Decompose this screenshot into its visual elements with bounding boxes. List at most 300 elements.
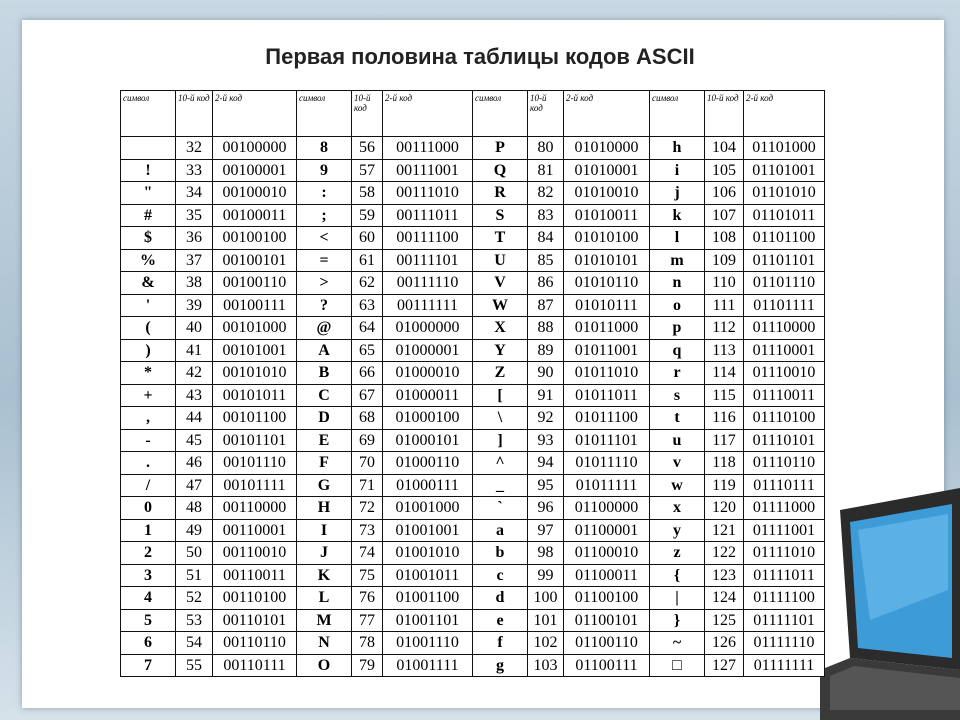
- decimal-code-cell: 52: [176, 587, 213, 610]
- decimal-code-cell: 125: [705, 609, 744, 632]
- symbol-cell: d: [473, 587, 528, 610]
- decimal-code-cell: 111: [705, 294, 744, 317]
- decimal-code-cell: 102: [528, 632, 564, 655]
- decimal-code-cell: 63: [352, 294, 383, 317]
- decimal-code-cell: 112: [705, 317, 744, 340]
- binary-code-cell: 01011001: [564, 339, 650, 362]
- decimal-code-cell: 117: [705, 429, 744, 452]
- decimal-code-cell: 80: [528, 137, 564, 160]
- binary-code-cell: 01101010: [744, 182, 825, 205]
- symbol-cell: 5: [121, 609, 176, 632]
- binary-code-cell: 01010011: [564, 204, 650, 227]
- symbol-cell: r: [650, 362, 705, 385]
- decimal-code-cell: 98: [528, 542, 564, 565]
- symbol-cell: ]: [473, 429, 528, 452]
- symbol-cell: <: [297, 227, 352, 250]
- symbol-cell: *: [121, 362, 176, 385]
- decimal-code-cell: 78: [352, 632, 383, 655]
- binary-code-cell: 01111000: [744, 497, 825, 520]
- decimal-code-cell: 119: [705, 474, 744, 497]
- symbol-cell: x: [650, 497, 705, 520]
- symbol-cell: +: [121, 384, 176, 407]
- symbol-cell: j: [650, 182, 705, 205]
- symbol-cell: \: [473, 407, 528, 430]
- table-row: [121, 227, 825, 250]
- decimal-code-cell: 69: [352, 429, 383, 452]
- header-decimal-code: 10-й код: [705, 91, 744, 137]
- decimal-code-cell: 79: [352, 654, 383, 677]
- binary-code-cell: 01100011: [564, 564, 650, 587]
- binary-code-cell: 01011101: [564, 429, 650, 452]
- decimal-code-cell: 71: [352, 474, 383, 497]
- decimal-code-cell: 95: [528, 474, 564, 497]
- binary-code-cell: 01000100: [383, 407, 473, 430]
- table-row: [121, 182, 825, 205]
- decimal-code-cell: 85: [528, 249, 564, 272]
- symbol-cell: /: [121, 474, 176, 497]
- header-binary-code: 2-й код: [564, 91, 650, 137]
- symbol-cell: f: [473, 632, 528, 655]
- decimal-code-cell: 89: [528, 339, 564, 362]
- symbol-cell: {: [650, 564, 705, 587]
- binary-code-cell: 01110110: [744, 452, 825, 475]
- binary-code-cell: 01000010: [383, 362, 473, 385]
- symbol-cell: □: [650, 654, 705, 677]
- symbol-cell: H: [297, 497, 352, 520]
- table-row: [121, 587, 825, 610]
- decimal-code-cell: 88: [528, 317, 564, 340]
- decimal-code-cell: 36: [176, 227, 213, 250]
- binary-code-cell: 00110010: [213, 542, 297, 565]
- header-binary-code: 2-й код: [383, 91, 473, 137]
- decimal-code-cell: 41: [176, 339, 213, 362]
- table-row: [121, 204, 825, 227]
- decimal-code-cell: 60: [352, 227, 383, 250]
- binary-code-cell: 01001010: [383, 542, 473, 565]
- symbol-cell: T: [473, 227, 528, 250]
- decimal-code-cell: 43: [176, 384, 213, 407]
- symbol-cell: 8: [297, 137, 352, 160]
- binary-code-cell: 01101111: [744, 294, 825, 317]
- decimal-code-cell: 116: [705, 407, 744, 430]
- decimal-code-cell: 48: [176, 497, 213, 520]
- binary-code-cell: 00100001: [213, 159, 297, 182]
- table-header-row: [121, 91, 825, 137]
- header-decimal-code: 10-й код: [176, 91, 213, 137]
- decimal-code-cell: 113: [705, 339, 744, 362]
- symbol-cell: z: [650, 542, 705, 565]
- binary-code-cell: 01110101: [744, 429, 825, 452]
- symbol-cell: ~: [650, 632, 705, 655]
- table-row: [121, 362, 825, 385]
- decimal-code-cell: 97: [528, 519, 564, 542]
- decimal-code-cell: 101: [528, 609, 564, 632]
- table-row: [121, 452, 825, 475]
- decimal-code-cell: 96: [528, 497, 564, 520]
- symbol-cell: a: [473, 519, 528, 542]
- page-title: Первая половина таблицы кодов ASCII: [265, 44, 695, 69]
- decimal-code-cell: 46: [176, 452, 213, 475]
- decimal-code-cell: 64: [352, 317, 383, 340]
- table-row: [121, 564, 825, 587]
- binary-code-cell: 00101010: [213, 362, 297, 385]
- symbol-cell: ): [121, 339, 176, 362]
- binary-code-cell: 01111100: [744, 587, 825, 610]
- header-decimal-code: 10-й код: [352, 91, 383, 137]
- table-row: [121, 654, 825, 677]
- binary-code-cell: 01111110: [744, 632, 825, 655]
- binary-code-cell: 01100100: [564, 587, 650, 610]
- symbol-cell: y: [650, 519, 705, 542]
- symbol-cell: &: [121, 272, 176, 295]
- table-row: [121, 249, 825, 272]
- binary-code-cell: 01010001: [564, 159, 650, 182]
- decimal-code-cell: 55: [176, 654, 213, 677]
- decimal-code-cell: 33: [176, 159, 213, 182]
- decimal-code-cell: 82: [528, 182, 564, 205]
- binary-code-cell: 01111101: [744, 609, 825, 632]
- table-row: [121, 137, 825, 160]
- symbol-cell: E: [297, 429, 352, 452]
- table-row: [121, 294, 825, 317]
- decimal-code-cell: 50: [176, 542, 213, 565]
- decimal-code-cell: 127: [705, 654, 744, 677]
- symbol-cell: ": [121, 182, 176, 205]
- decimal-code-cell: 53: [176, 609, 213, 632]
- binary-code-cell: 00101111: [213, 474, 297, 497]
- symbol-cell: 3: [121, 564, 176, 587]
- binary-code-cell: 00110011: [213, 564, 297, 587]
- symbol-cell: %: [121, 249, 176, 272]
- symbol-cell: >: [297, 272, 352, 295]
- symbol-cell: O: [297, 654, 352, 677]
- symbol-cell: _: [473, 474, 528, 497]
- symbol-cell: 7: [121, 654, 176, 677]
- decimal-code-cell: 72: [352, 497, 383, 520]
- table-row: [121, 609, 825, 632]
- symbol-cell: X: [473, 317, 528, 340]
- symbol-cell: 2: [121, 542, 176, 565]
- symbol-cell: @: [297, 317, 352, 340]
- laptop-icon: [820, 470, 960, 720]
- decimal-code-cell: 114: [705, 362, 744, 385]
- symbol-cell: o: [650, 294, 705, 317]
- binary-code-cell: 01001011: [383, 564, 473, 587]
- binary-code-cell: 01111001: [744, 519, 825, 542]
- decimal-code-cell: 121: [705, 519, 744, 542]
- binary-code-cell: 01000000: [383, 317, 473, 340]
- symbol-cell: R: [473, 182, 528, 205]
- binary-code-cell: 00100010: [213, 182, 297, 205]
- symbol-cell: Q: [473, 159, 528, 182]
- binary-code-cell: 01111011: [744, 564, 825, 587]
- decimal-code-cell: 58: [352, 182, 383, 205]
- decimal-code-cell: 67: [352, 384, 383, 407]
- binary-code-cell: 01000111: [383, 474, 473, 497]
- decimal-code-cell: 87: [528, 294, 564, 317]
- symbol-cell: b: [473, 542, 528, 565]
- symbol-cell: $: [121, 227, 176, 250]
- header-symbol: символ: [650, 91, 705, 137]
- table-row: [121, 632, 825, 655]
- binary-code-cell: 01010010: [564, 182, 650, 205]
- decimal-code-cell: 61: [352, 249, 383, 272]
- symbol-cell: U: [473, 249, 528, 272]
- decimal-code-cell: 110: [705, 272, 744, 295]
- symbol-cell: [121, 137, 176, 160]
- binary-code-cell: 01010110: [564, 272, 650, 295]
- symbol-cell: i: [650, 159, 705, 182]
- binary-code-cell: 00111000: [383, 137, 473, 160]
- decimal-code-cell: 108: [705, 227, 744, 250]
- binary-code-cell: 01101100: [744, 227, 825, 250]
- decimal-code-cell: 104: [705, 137, 744, 160]
- table-row: [121, 542, 825, 565]
- binary-code-cell: 01000001: [383, 339, 473, 362]
- decimal-code-cell: 66: [352, 362, 383, 385]
- table-row: [121, 339, 825, 362]
- symbol-cell: v: [650, 452, 705, 475]
- symbol-cell: 9: [297, 159, 352, 182]
- decimal-code-cell: 34: [176, 182, 213, 205]
- binary-code-cell: 00110000: [213, 497, 297, 520]
- symbol-cell: `: [473, 497, 528, 520]
- binary-code-cell: 00110101: [213, 609, 297, 632]
- binary-code-cell: 01000011: [383, 384, 473, 407]
- symbol-cell: .: [121, 452, 176, 475]
- table-row: [121, 497, 825, 520]
- symbol-cell: k: [650, 204, 705, 227]
- binary-code-cell: 01001001: [383, 519, 473, 542]
- symbol-cell: N: [297, 632, 352, 655]
- decimal-code-cell: 100: [528, 587, 564, 610]
- header-binary-code: 2-й код: [744, 91, 825, 137]
- decimal-code-cell: 59: [352, 204, 383, 227]
- decimal-code-cell: 68: [352, 407, 383, 430]
- symbol-cell: ^: [473, 452, 528, 475]
- symbol-cell: :: [297, 182, 352, 205]
- decimal-code-cell: 84: [528, 227, 564, 250]
- binary-code-cell: 00111010: [383, 182, 473, 205]
- symbol-cell: B: [297, 362, 352, 385]
- binary-code-cell: 00100110: [213, 272, 297, 295]
- symbol-cell: P: [473, 137, 528, 160]
- symbol-cell: V: [473, 272, 528, 295]
- decimal-code-cell: 38: [176, 272, 213, 295]
- binary-code-cell: 01010101: [564, 249, 650, 272]
- decimal-code-cell: 49: [176, 519, 213, 542]
- symbol-cell: A: [297, 339, 352, 362]
- binary-code-cell: 01001101: [383, 609, 473, 632]
- decimal-code-cell: 44: [176, 407, 213, 430]
- decimal-code-cell: 42: [176, 362, 213, 385]
- decimal-code-cell: 62: [352, 272, 383, 295]
- header-symbol: символ: [297, 91, 352, 137]
- binary-code-cell: 00110111: [213, 654, 297, 677]
- decimal-code-cell: 94: [528, 452, 564, 475]
- decimal-code-cell: 90: [528, 362, 564, 385]
- decimal-code-cell: 65: [352, 339, 383, 362]
- decimal-code-cell: 70: [352, 452, 383, 475]
- decimal-code-cell: 103: [528, 654, 564, 677]
- decimal-code-cell: 124: [705, 587, 744, 610]
- binary-code-cell: 01011000: [564, 317, 650, 340]
- symbol-cell: 4: [121, 587, 176, 610]
- binary-code-cell: 01101110: [744, 272, 825, 295]
- binary-code-cell: 01101011: [744, 204, 825, 227]
- table-row: [121, 519, 825, 542]
- binary-code-cell: 00100000: [213, 137, 297, 160]
- symbol-cell: 1: [121, 519, 176, 542]
- symbol-cell: #: [121, 204, 176, 227]
- binary-code-cell: 00110110: [213, 632, 297, 655]
- decimal-code-cell: 83: [528, 204, 564, 227]
- table-row: [121, 384, 825, 407]
- table-row: [121, 317, 825, 340]
- binary-code-cell: 01111010: [744, 542, 825, 565]
- decimal-code-cell: 37: [176, 249, 213, 272]
- symbol-cell: S: [473, 204, 528, 227]
- binary-code-cell: 00101101: [213, 429, 297, 452]
- decimal-code-cell: 75: [352, 564, 383, 587]
- header-symbol: символ: [473, 91, 528, 137]
- symbol-cell: w: [650, 474, 705, 497]
- symbol-cell: F: [297, 452, 352, 475]
- table-row: [121, 272, 825, 295]
- symbol-cell: L: [297, 587, 352, 610]
- binary-code-cell: 00111101: [383, 249, 473, 272]
- decimal-code-cell: 118: [705, 452, 744, 475]
- binary-code-cell: 01110011: [744, 384, 825, 407]
- symbol-cell: (: [121, 317, 176, 340]
- decimal-code-cell: 54: [176, 632, 213, 655]
- binary-code-cell: 00101100: [213, 407, 297, 430]
- binary-code-cell: 01100000: [564, 497, 650, 520]
- symbol-cell: =: [297, 249, 352, 272]
- binary-code-cell: 00110001: [213, 519, 297, 542]
- symbol-cell: ?: [297, 294, 352, 317]
- symbol-cell: t: [650, 407, 705, 430]
- binary-code-cell: 00100101: [213, 249, 297, 272]
- symbol-cell: q: [650, 339, 705, 362]
- binary-code-cell: 00111110: [383, 272, 473, 295]
- symbol-cell: s: [650, 384, 705, 407]
- table-row: [121, 159, 825, 182]
- binary-code-cell: 00100111: [213, 294, 297, 317]
- decimal-code-cell: 74: [352, 542, 383, 565]
- symbol-cell: K: [297, 564, 352, 587]
- binary-code-cell: 01010100: [564, 227, 650, 250]
- symbol-cell: |: [650, 587, 705, 610]
- symbol-cell: p: [650, 317, 705, 340]
- symbol-cell: }: [650, 609, 705, 632]
- decimal-code-cell: 120: [705, 497, 744, 520]
- symbol-cell: m: [650, 249, 705, 272]
- symbol-cell: D: [297, 407, 352, 430]
- symbol-cell: !: [121, 159, 176, 182]
- binary-code-cell: 01100001: [564, 519, 650, 542]
- decimal-code-cell: 106: [705, 182, 744, 205]
- binary-code-cell: 01110000: [744, 317, 825, 340]
- binary-code-cell: 00111111: [383, 294, 473, 317]
- decimal-code-cell: 115: [705, 384, 744, 407]
- binary-code-cell: 01001110: [383, 632, 473, 655]
- decimal-code-cell: 105: [705, 159, 744, 182]
- decimal-code-cell: 47: [176, 474, 213, 497]
- binary-code-cell: 01100111: [564, 654, 650, 677]
- decimal-code-cell: 39: [176, 294, 213, 317]
- decimal-code-cell: 126: [705, 632, 744, 655]
- decimal-code-cell: 77: [352, 609, 383, 632]
- decimal-code-cell: 107: [705, 204, 744, 227]
- binary-code-cell: 01000110: [383, 452, 473, 475]
- symbol-cell: e: [473, 609, 528, 632]
- binary-code-cell: 00110100: [213, 587, 297, 610]
- symbol-cell: G: [297, 474, 352, 497]
- symbol-cell: u: [650, 429, 705, 452]
- binary-code-cell: 01111111: [744, 654, 825, 677]
- symbol-cell: [: [473, 384, 528, 407]
- binary-code-cell: 01011111: [564, 474, 650, 497]
- header-binary-code: 2-й код: [213, 91, 297, 137]
- symbol-cell: -: [121, 429, 176, 452]
- symbol-cell: W: [473, 294, 528, 317]
- decimal-code-cell: 92: [528, 407, 564, 430]
- symbol-cell: g: [473, 654, 528, 677]
- ascii-table: [120, 90, 825, 677]
- binary-code-cell: 00101011: [213, 384, 297, 407]
- binary-code-cell: 01001111: [383, 654, 473, 677]
- binary-code-cell: 01011100: [564, 407, 650, 430]
- decimal-code-cell: 32: [176, 137, 213, 160]
- binary-code-cell: 01010000: [564, 137, 650, 160]
- symbol-cell: J: [297, 542, 352, 565]
- table-body: [121, 137, 825, 677]
- binary-code-cell: 01100010: [564, 542, 650, 565]
- symbol-cell: Y: [473, 339, 528, 362]
- binary-code-cell: 00100011: [213, 204, 297, 227]
- binary-code-cell: 00111001: [383, 159, 473, 182]
- symbol-cell: I: [297, 519, 352, 542]
- decimal-code-cell: 81: [528, 159, 564, 182]
- decimal-code-cell: 51: [176, 564, 213, 587]
- header-symbol: символ: [121, 91, 176, 137]
- binary-code-cell: 01101000: [744, 137, 825, 160]
- binary-code-cell: 01110111: [744, 474, 825, 497]
- symbol-cell: ,: [121, 407, 176, 430]
- binary-code-cell: 00101110: [213, 452, 297, 475]
- symbol-cell: l: [650, 227, 705, 250]
- binary-code-cell: 00101000: [213, 317, 297, 340]
- binary-code-cell: 01110100: [744, 407, 825, 430]
- binary-code-cell: 01011110: [564, 452, 650, 475]
- symbol-cell: c: [473, 564, 528, 587]
- binary-code-cell: 01001100: [383, 587, 473, 610]
- binary-code-cell: 01011010: [564, 362, 650, 385]
- symbol-cell: ': [121, 294, 176, 317]
- table-row: [121, 474, 825, 497]
- decimal-code-cell: 35: [176, 204, 213, 227]
- decimal-code-cell: 122: [705, 542, 744, 565]
- binary-code-cell: 01101101: [744, 249, 825, 272]
- symbol-cell: 0: [121, 497, 176, 520]
- table-row: [121, 429, 825, 452]
- decimal-code-cell: 99: [528, 564, 564, 587]
- decimal-code-cell: 109: [705, 249, 744, 272]
- binary-code-cell: 01100101: [564, 609, 650, 632]
- binary-code-cell: 01110010: [744, 362, 825, 385]
- decimal-code-cell: 86: [528, 272, 564, 295]
